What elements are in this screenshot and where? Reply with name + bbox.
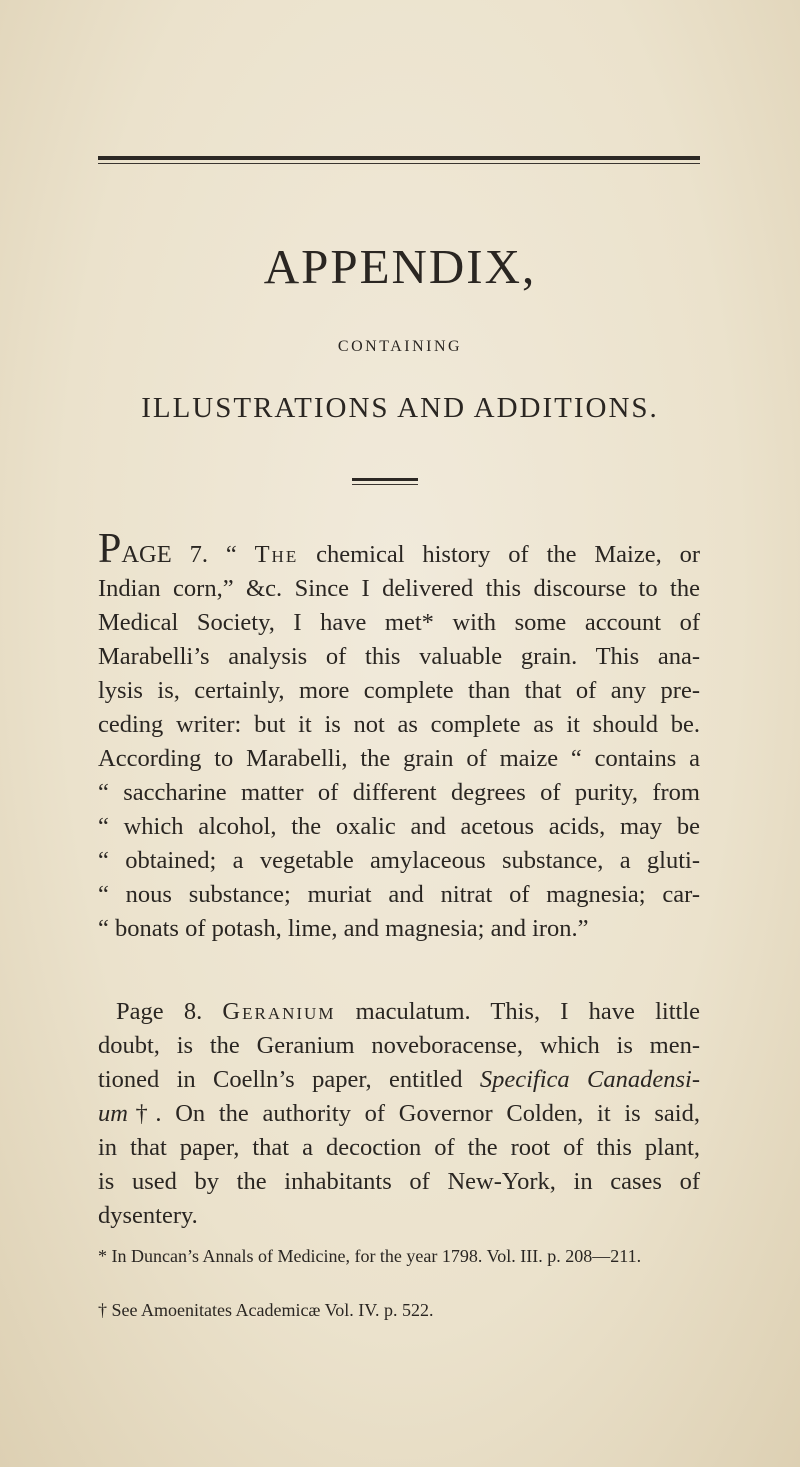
line-text: chemical history of the Maize, or (298, 541, 700, 568)
footnote-asterisk: * In Duncan’s Annals of Medicine, for the year 1798. Vol. III. p. 208—211. (98, 1246, 642, 1266)
section-rule-thick (352, 478, 418, 481)
appendix-subtitle: ILLUSTRATIONS AND ADDITIONS. (141, 392, 659, 424)
paragraph-line: is used by the inhabitants of New-York, in cases of (98, 1168, 700, 1195)
paragraph-line: “ bonats of potash, lime, and magnesia; and iron.” (98, 915, 589, 942)
paragraph-line: “ nous substance; muriat and nitrat of magnesia; car- (98, 881, 700, 908)
paragraph-page-8 (98, 995, 700, 1233)
paragraph-line: Marabelli’s analysis of this valuable grain. This ana- (98, 643, 700, 670)
paragraph-line (98, 1097, 700, 1131)
paragraph-line: doubt, is the Geranium noveboracense, which is men- (98, 1032, 700, 1059)
paragraph-line: “ saccharine matter of different degrees of purity, from (98, 779, 700, 806)
appendix-title: APPENDIX, (263, 239, 537, 294)
line-text: maculatum. This, I have little (335, 998, 701, 1025)
lead-text: Page 8. (116, 998, 223, 1025)
paragraph-line: “ obtained; a vegetable amylaceous substance, a gluti- (98, 847, 700, 874)
smallcaps-text: The (254, 541, 299, 568)
header-rule-thin (98, 163, 700, 164)
italic-title: Specifica Canadensi- (479, 1066, 700, 1093)
paragraph-line: in that paper, that a decoction of the root of this plant, (98, 1134, 700, 1161)
header-rule-thick (98, 156, 700, 160)
paragraph-line (98, 1063, 700, 1097)
footnote-dagger: † See Amoenitates Academicæ Vol. IV. p. 522. (98, 1300, 434, 1320)
paragraph-line (98, 526, 700, 572)
line-text: tioned in Coelln’s paper, entitled (98, 1066, 463, 1093)
paragraph-line: Medical Society, I have met* with some account of (98, 609, 700, 636)
italic-title: um (98, 1100, 128, 1127)
paragraph-line (98, 995, 700, 1029)
containing-label: CONTAINING (337, 338, 463, 355)
paragraph-line: Indian corn,” &c. Since I delivered this discourse to the (98, 575, 700, 602)
lead-text: AGE 7. “ (121, 541, 255, 568)
paragraph-line: “ which alcohol, the oxalic and acetous acids, may be (98, 813, 700, 840)
paragraph-page-7 (98, 526, 700, 946)
drop-cap: P (98, 526, 122, 572)
paragraph-line: dysentery. (98, 1202, 198, 1229)
smallcaps-text: Geranium (222, 998, 336, 1025)
paragraph-line: lysis is, certainly, more complete than that of any pre- (98, 677, 700, 704)
paragraph-line: ceding writer: but it is not as complete as it should be. (98, 711, 700, 738)
paragraph-line: According to Marabelli, the grain of maize “ contains a (98, 745, 700, 772)
line-text: †. On the authority of Governor Colden, it is said, (127, 1100, 700, 1127)
section-rule-thin (352, 484, 418, 485)
